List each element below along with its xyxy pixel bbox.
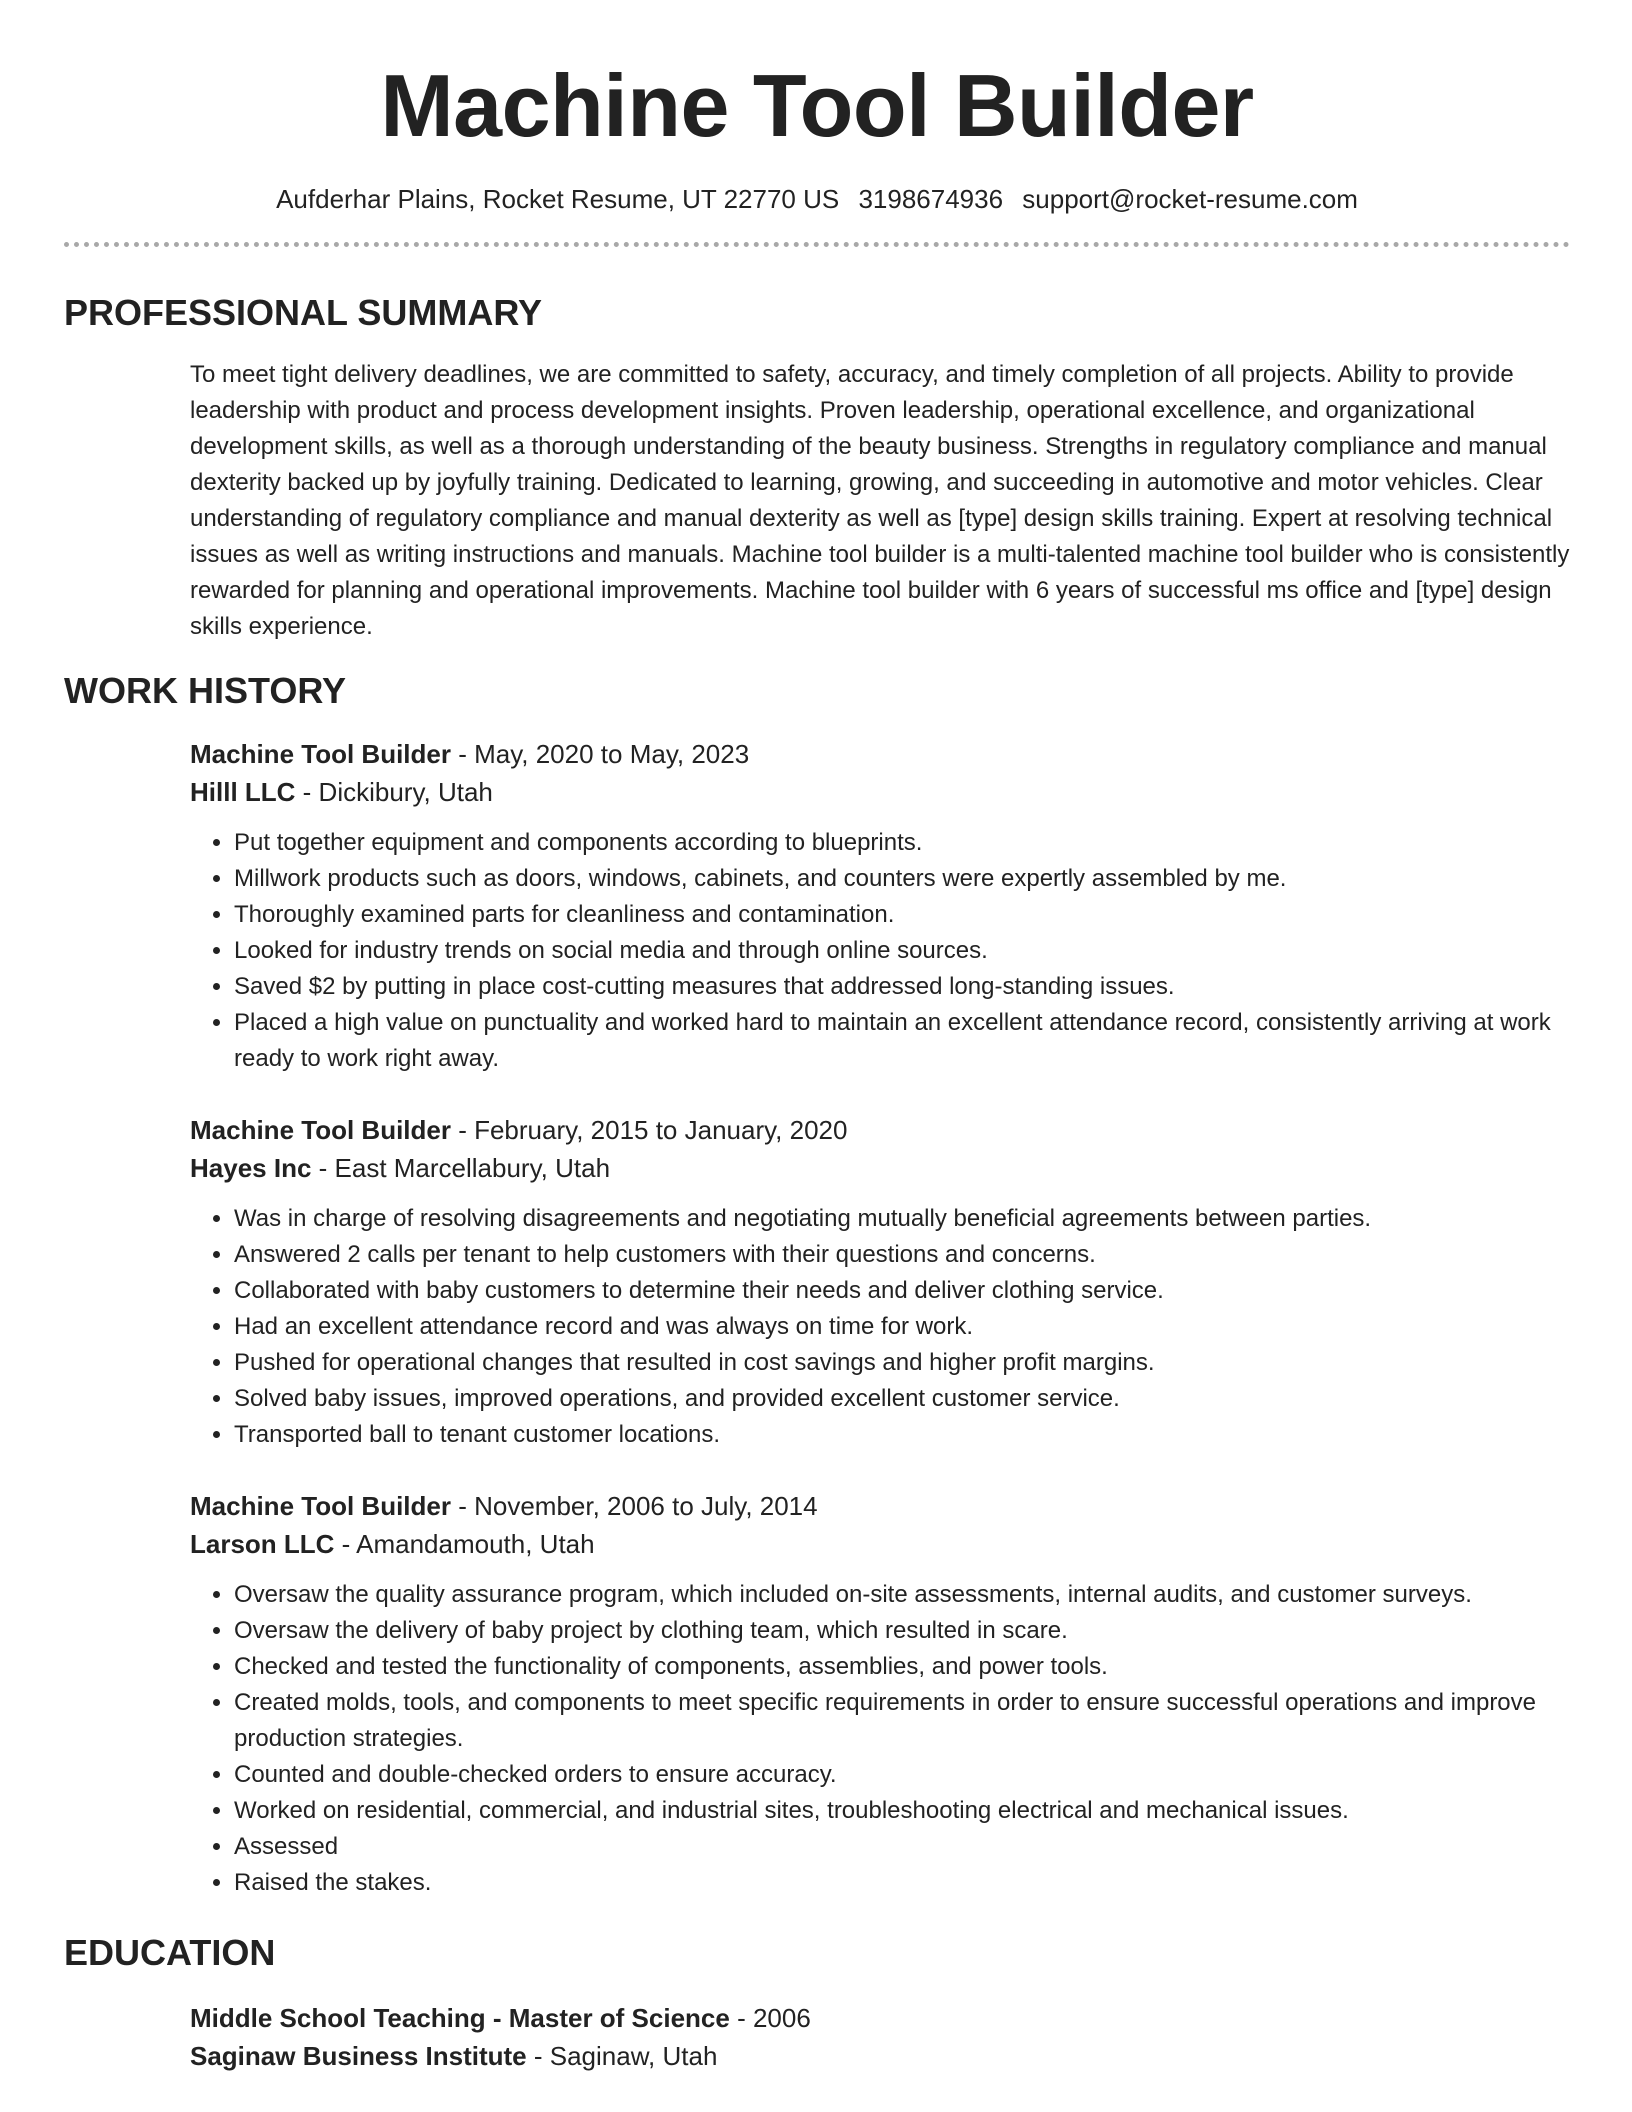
contact-address: Aufderhar Plains, Rocket Resume, UT 22770 US xyxy=(276,184,840,214)
job-bullet: • Assessed xyxy=(234,1829,1570,1865)
contact-line xyxy=(64,182,1570,216)
education-degree-line xyxy=(190,1999,1570,2037)
job-bullet: • Looked for industry trends on social media and through online sources. xyxy=(234,933,1570,969)
work-history-section xyxy=(190,735,1570,1901)
job-bullets xyxy=(190,825,1570,1077)
contact-phone: 3198674936 xyxy=(858,184,1004,214)
job-bullet: • Worked on residential, commercial, and industrial sites, troubleshooting electrical and mechanical issues. xyxy=(234,1793,1570,1829)
job-bullet: • Counted and double-checked orders to ensure accuracy. xyxy=(234,1757,1570,1793)
job-dates: - February, 2015 to January, 2020 xyxy=(450,1115,848,1145)
job-bullets xyxy=(190,1577,1570,1901)
job-bullet: • Placed a high value on punctuality and worked hard to maintain an excellent attendance record, consistently arriving at work ready to work right away. xyxy=(234,1005,1570,1077)
job-company-line xyxy=(190,773,1570,811)
job-bullet: • Was in charge of resolving disagreements and negotiating mutually beneficial agreements between parties. xyxy=(234,1201,1570,1237)
job-dates: - November, 2006 to July, 2014 xyxy=(450,1491,818,1521)
job-bullet: • Put together equipment and components according to blueprints. xyxy=(234,825,1570,861)
job-bullet: • Answered 2 calls per tenant to help customers with their questions and concerns. xyxy=(234,1237,1570,1273)
header-divider xyxy=(64,242,1570,247)
job-bullets xyxy=(190,1201,1570,1453)
job-location: - Amandamouth, Utah xyxy=(334,1529,595,1559)
section-title-summary: PROFESSIONAL SUMMARY xyxy=(64,292,543,333)
job-entry xyxy=(190,1111,1570,1453)
job-company-line xyxy=(190,1149,1570,1187)
education-entry xyxy=(190,1999,1570,2075)
job-bullet: • Had an excellent attendance record and was always on time for work. xyxy=(234,1309,1570,1345)
education-school-line xyxy=(190,2037,1570,2075)
job-entry xyxy=(190,735,1570,1077)
job-bullet: • Pushed for operational changes that resulted in cost savings and higher profit margins. xyxy=(234,1345,1570,1381)
job-company: Larson LLC xyxy=(190,1529,335,1559)
education-school: Saginaw Business Institute xyxy=(190,2041,527,2071)
job-dates: - May, 2020 to May, 2023 xyxy=(450,739,750,769)
summary-text: To meet tight delivery deadlines, we are committed to safety, accuracy, and timely completion of all projects. Ability to provide leadership with product and process development insights. Proven leadership, operational excellence, and organizational development skills, as well as a thorough understanding of the beauty business. Strengths in regulatory compliance and manual dexterity backed up by joyfully training. Dedicated to learning, growing, and succeeding in automotive and motor vehicles. Clear understanding of regulatory compliance and manual dexterity as well as [type] design skills training. Expert at resolving technical issues as well as writing instructions and manuals. Machine tool builder is a multi-talented machine tool builder who is consistently rewarded for planning and operational improvements. Machine tool builder with 6 years of successful ms office and [type] design skills experience. xyxy=(190,361,1570,640)
job-bullet: • Collaborated with baby customers to determine their needs and deliver clothing service. xyxy=(234,1273,1570,1309)
contact-email: support@rocket-resume.com xyxy=(1022,184,1358,214)
job-role-line xyxy=(190,1487,1570,1525)
resume-page xyxy=(64,0,1570,2075)
section-title-education: EDUCATION xyxy=(64,1932,276,1973)
education-degree: Middle School Teaching - Master of Science xyxy=(190,2003,730,2033)
job-bullet: • Saved $2 by putting in place cost-cutting measures that addressed long-standing issues. xyxy=(234,969,1570,1005)
job-company: Hayes Inc xyxy=(190,1153,312,1183)
job-bullet: • Raised the stakes. xyxy=(234,1865,1570,1901)
job-bullet: • Oversaw the quality assurance program, which included on-site assessments, internal audits, and customer surveys. xyxy=(234,1577,1570,1613)
job-entry xyxy=(190,1487,1570,1901)
job-role: Machine Tool Builder xyxy=(190,1115,451,1145)
job-bullet: • Oversaw the delivery of baby project by clothing team, which resulted in scare. xyxy=(234,1613,1570,1649)
job-bullet: • Thoroughly examined parts for cleanliness and contamination. xyxy=(234,897,1570,933)
education-section xyxy=(190,1999,1570,2075)
job-bullet: • Checked and tested the functionality of components, assemblies, and power tools. xyxy=(234,1649,1570,1685)
job-company-line xyxy=(190,1525,1570,1563)
job-location: - Dickibury, Utah xyxy=(295,777,493,807)
job-location: - East Marcellabury, Utah xyxy=(311,1153,611,1183)
job-role: Machine Tool Builder xyxy=(190,739,451,769)
candidate-name: Machine Tool Builder xyxy=(380,56,1254,155)
education-year: - 2006 xyxy=(729,2003,811,2033)
job-bullet: • Transported ball to tenant customer locations. xyxy=(234,1417,1570,1453)
job-role-line xyxy=(190,1111,1570,1149)
job-bullet: • Solved baby issues, improved operations, and provided excellent customer service. xyxy=(234,1381,1570,1417)
job-role-line xyxy=(190,735,1570,773)
job-bullet: • Created molds, tools, and components to meet specific requirements in order to ensure successful operations and improve production strategies. xyxy=(234,1685,1570,1757)
job-bullet: • Millwork products such as doors, windows, cabinets, and counters were expertly assembled by me. xyxy=(234,861,1570,897)
job-role: Machine Tool Builder xyxy=(190,1491,451,1521)
section-title-work-history: WORK HISTORY xyxy=(64,670,347,711)
summary-section xyxy=(190,357,1570,645)
job-company: Hilll LLC xyxy=(190,777,296,807)
education-location: - Saginaw, Utah xyxy=(526,2041,718,2071)
